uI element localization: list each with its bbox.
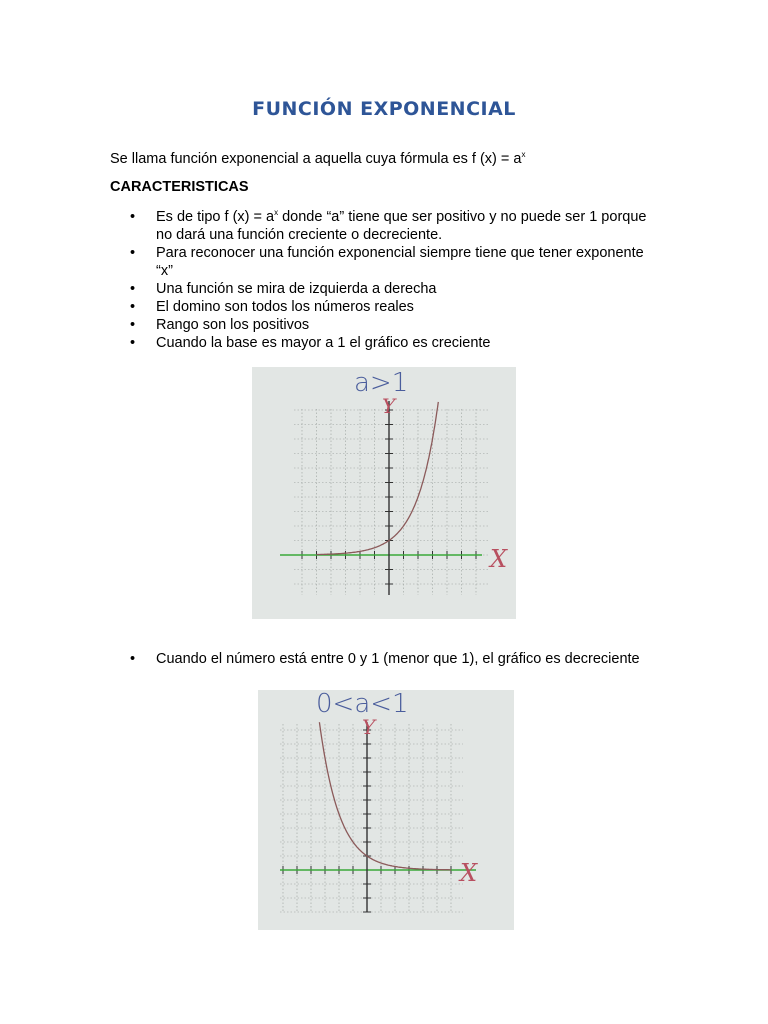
document-title: FUNCIÓN EXPONENCIAL <box>252 98 516 120</box>
list-item <box>110 208 650 244</box>
list-item: • Rango son los positivos <box>110 316 650 334</box>
section-heading: CARACTERISTICAS <box>110 179 249 195</box>
x-axis-label: X <box>490 545 508 573</box>
list-item: • Cuando la base es mayor a 1 el gráfico es creciente <box>110 334 650 352</box>
intro-text: Se llama función exponencial a aquella cuya fórmula es f (x) = a <box>110 151 522 167</box>
list-item: • Cuando el número está entre 0 y 1 (menor que 1), el gráfico es decreciente <box>110 650 650 668</box>
graph-increasing-image <box>252 367 516 619</box>
y-axis-label: Y <box>382 394 396 418</box>
x-axis-label: X <box>460 859 478 887</box>
graph-label: 0<a<1 <box>316 690 409 719</box>
graph-label: a>1 <box>354 368 409 398</box>
characteristics-list <box>110 208 650 352</box>
list-item: • El domino son todos los números reales <box>110 298 650 316</box>
list-item-text-post: donde “a” tiene que ser positivo y no puede ser 1 porque no dará una función creciente o decreciente. <box>156 209 647 243</box>
list-item: • Una función se mira de izquierda a derecha <box>110 280 650 298</box>
y-axis-label: Y <box>362 715 376 739</box>
list-item: • Para reconocer una función exponencial siempre tiene que tener exponente “x” <box>110 244 650 280</box>
grid <box>280 724 463 912</box>
graph-decreasing-image <box>258 690 514 930</box>
grid <box>294 409 488 595</box>
intro-exponent: x <box>521 150 526 159</box>
list-item-text-pre: Es de tipo f (x) = a <box>156 209 275 225</box>
characteristics-list-2 <box>110 650 650 668</box>
graph-decreasing-svg <box>258 690 514 930</box>
list-item-exponent: x <box>274 208 279 217</box>
graph-increasing-svg <box>252 367 516 619</box>
intro-paragraph <box>110 151 525 167</box>
